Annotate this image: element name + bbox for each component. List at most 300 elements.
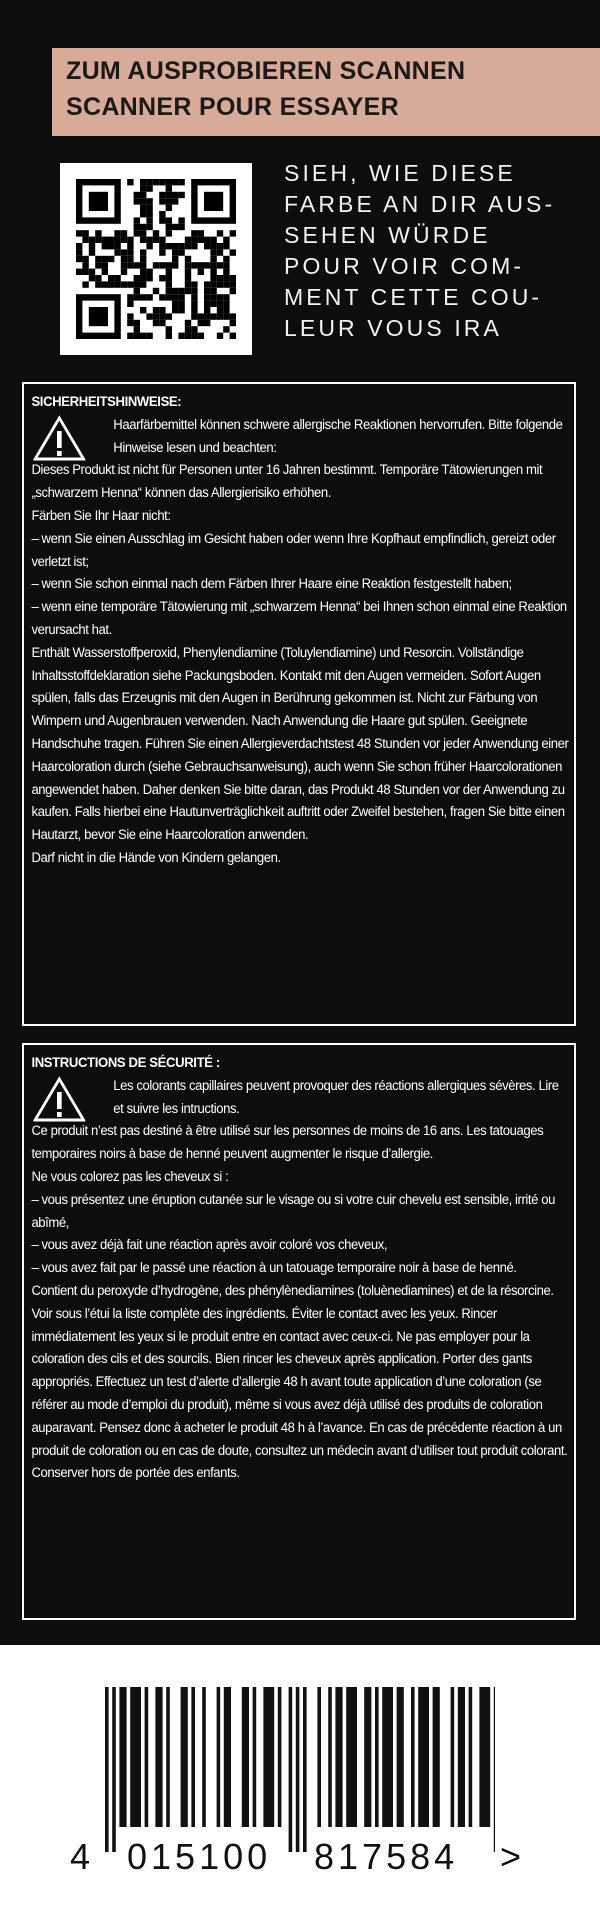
qr-module bbox=[95, 275, 101, 281]
qr-module bbox=[166, 294, 172, 300]
qr-module bbox=[95, 256, 101, 262]
qr-module bbox=[114, 281, 120, 287]
warnings-item: – vous avez déjà fait une réaction après avoir coloré vos cheveux, bbox=[31, 1236, 388, 1253]
qr-module bbox=[140, 275, 146, 281]
barcode-bar bbox=[303, 1687, 307, 1852]
qr-module bbox=[185, 243, 191, 249]
barcode-group-2: 817584 bbox=[314, 1836, 459, 1877]
qr-module bbox=[146, 243, 152, 249]
warnings-intro: Les colorants capillaires peuvent provoquer des réactions allergiques sévères. Lire et suivre les intructions. bbox=[113, 1076, 559, 1116]
qr-module bbox=[230, 288, 236, 294]
warnings-item: – vous avez fait par le passé une réaction à un tatouage temporaire noir à base de henné. bbox=[31, 1259, 517, 1276]
qr-module bbox=[134, 288, 140, 294]
qr-module bbox=[114, 237, 120, 243]
barcode-bar bbox=[224, 1687, 231, 1827]
qr-module bbox=[204, 281, 210, 287]
qr-module bbox=[166, 288, 172, 294]
qr-module bbox=[82, 269, 88, 275]
qr-module bbox=[223, 262, 229, 268]
qr-module bbox=[166, 224, 172, 230]
qr-module bbox=[217, 230, 223, 236]
qr-module bbox=[95, 281, 101, 287]
qr-module bbox=[134, 192, 140, 198]
barcode-bar bbox=[458, 1687, 465, 1827]
qr-module bbox=[172, 224, 178, 230]
qr-module bbox=[76, 249, 82, 255]
barcode-bar bbox=[418, 1687, 429, 1827]
banner-line-fr: SCANNER POUR ESSAYER bbox=[66, 93, 399, 121]
qr-module bbox=[146, 185, 152, 191]
qr-module bbox=[178, 249, 184, 255]
qr-module bbox=[159, 294, 165, 300]
qr-module bbox=[172, 249, 178, 255]
warnings-age: Dieses Produkt ist nicht für Personen unter 16 Jahren bestimmt. Temporäre Tätowierungen mit „schwarzem Henna“ können das Allergierisiko erhöhen. bbox=[31, 461, 543, 501]
qr-module bbox=[166, 313, 172, 319]
barcode-bar bbox=[296, 1687, 300, 1852]
qr-module bbox=[114, 243, 120, 249]
qr-module bbox=[89, 275, 95, 281]
qr-module bbox=[102, 243, 108, 249]
barcode-bar bbox=[335, 1687, 342, 1827]
qr-module bbox=[223, 294, 229, 300]
qr-module bbox=[217, 281, 223, 287]
barcode-bar bbox=[451, 1687, 455, 1827]
qr-module bbox=[121, 281, 127, 287]
qr-module bbox=[185, 326, 191, 332]
qr-module bbox=[153, 320, 159, 326]
qr-module bbox=[159, 198, 165, 204]
qr-module bbox=[159, 243, 165, 249]
qr-module bbox=[134, 275, 140, 281]
barcode-bar bbox=[328, 1687, 332, 1827]
qr-module bbox=[82, 256, 88, 262]
qr-module bbox=[172, 288, 178, 294]
barcode-bar bbox=[469, 1687, 473, 1827]
barcode-bar bbox=[364, 1687, 371, 1827]
qr-module bbox=[127, 333, 133, 339]
qr-module bbox=[178, 217, 184, 223]
qr-module bbox=[127, 294, 133, 300]
warnings-body: Contient du peroxyde d’hydrogène, des phénylènediamines (toluènediamines) et de la résorcine. Voir sous l’étui la liste complète des ingrédients. Éviter le contact avec les yeux. Rincer immédiatement les yeux si le produit entre en contact avec ceux-ci. Ne pas employer pour la coloration des cils et des sourcils. Bien rincer les cheveux après application. Porter des gants appropriés. Effectuez un test d’alerte d’allergie 48 h avant toute application d’une coloration (se référer au mode d’emploi du produit), même si vous avez déjà utilisé des produits de coloration auparavant. Pensez donc à acheter le produit 48 h à l’avance. En cas de précédente réaction à un produit de coloration ou en cas de doute, consultez un médecin avant d’utiliser tout produit colorant. Conserver hors de portée des enfants. bbox=[31, 1281, 568, 1481]
scan-text-line: MENT CETTE COU- bbox=[284, 284, 543, 310]
qr-module bbox=[134, 224, 140, 230]
qr-module bbox=[159, 217, 165, 223]
qr-module bbox=[223, 281, 229, 287]
qr-module bbox=[185, 275, 191, 281]
qr-module bbox=[172, 294, 178, 300]
qr-module bbox=[140, 237, 146, 243]
qr-module bbox=[230, 249, 236, 255]
qr-module bbox=[76, 243, 82, 249]
qr-module bbox=[159, 307, 165, 313]
qr-module bbox=[146, 217, 152, 223]
scan-banner bbox=[52, 48, 600, 136]
qr-module bbox=[134, 262, 140, 268]
qr-module bbox=[134, 333, 140, 339]
qr-module bbox=[217, 301, 223, 307]
qr-module bbox=[134, 326, 140, 332]
qr-module bbox=[191, 262, 197, 268]
qr-module bbox=[210, 262, 216, 268]
qr-module bbox=[185, 281, 191, 287]
qr-module bbox=[146, 198, 152, 204]
barcode-bar bbox=[411, 1687, 415, 1827]
warnings-do-not: Ne vous colorez pas les cheveux si : bbox=[31, 1167, 229, 1184]
qr-module bbox=[166, 198, 172, 204]
qr-module bbox=[127, 256, 133, 262]
qr-module bbox=[185, 320, 191, 326]
qr-module bbox=[191, 333, 197, 339]
qr-module bbox=[153, 307, 159, 313]
qr-module bbox=[223, 326, 229, 332]
safety-warnings-de bbox=[22, 382, 576, 1026]
qr-module bbox=[127, 262, 133, 268]
qr-module bbox=[127, 313, 133, 319]
qr-module bbox=[198, 313, 204, 319]
qr-module bbox=[146, 224, 152, 230]
qr-module bbox=[217, 333, 223, 339]
safety-warnings-fr bbox=[22, 1043, 576, 1620]
barcode-bar bbox=[397, 1687, 404, 1827]
qr-module bbox=[146, 313, 152, 319]
qr-module bbox=[108, 243, 114, 249]
qr-module bbox=[146, 269, 152, 275]
barcode-group-1: 015100 bbox=[127, 1836, 272, 1877]
qr-module bbox=[230, 320, 236, 326]
qr-module bbox=[140, 256, 146, 262]
qr-module bbox=[198, 262, 204, 268]
scan-text-line: POUR VOIR COM- bbox=[284, 253, 525, 279]
qr-module bbox=[127, 249, 133, 255]
qr-module bbox=[159, 237, 165, 243]
qr-module bbox=[204, 294, 210, 300]
qr-module bbox=[204, 301, 210, 307]
qr-module bbox=[172, 179, 178, 185]
qr-code-icon[interactable] bbox=[60, 163, 252, 355]
barcode-bar bbox=[289, 1687, 293, 1852]
qr-module bbox=[159, 179, 165, 185]
qr-module bbox=[127, 301, 133, 307]
qr-module bbox=[140, 198, 146, 204]
qr-module bbox=[166, 333, 172, 339]
qr-module bbox=[210, 275, 216, 281]
qr-module bbox=[89, 237, 95, 243]
qr-module bbox=[89, 192, 108, 211]
qr-module bbox=[146, 294, 152, 300]
barcode-bar bbox=[130, 1687, 141, 1827]
qr-module bbox=[210, 294, 216, 300]
qr-module bbox=[191, 237, 197, 243]
qr-module bbox=[121, 269, 127, 275]
qr-module bbox=[95, 237, 101, 243]
qr-module bbox=[102, 262, 108, 268]
qr-module bbox=[140, 205, 146, 211]
qr-module bbox=[223, 301, 229, 307]
qr-module bbox=[140, 179, 146, 185]
qr-module bbox=[230, 281, 236, 287]
qr-module bbox=[76, 230, 82, 236]
scan-text-line: LEUR VOUS IRA bbox=[284, 315, 502, 341]
qr-module bbox=[198, 230, 204, 236]
qr-module bbox=[210, 256, 216, 262]
barcode-bar bbox=[433, 1687, 440, 1827]
qr-module bbox=[223, 313, 229, 319]
barcode-bar bbox=[253, 1687, 257, 1827]
qr-module bbox=[140, 211, 146, 217]
qr-module bbox=[134, 294, 140, 300]
qr-module bbox=[223, 307, 229, 313]
barcode-bar bbox=[105, 1687, 109, 1852]
qr-module bbox=[204, 243, 210, 249]
warnings-item: – wenn eine temporäre Tätowierung mit „schwarzem Henna“ bei Ihnen schon einmal eine Reaktion verursacht hat. bbox=[31, 598, 567, 637]
qr-module bbox=[134, 217, 140, 223]
qr-module bbox=[159, 262, 165, 268]
qr-module bbox=[140, 249, 146, 255]
scan-text bbox=[284, 158, 594, 344]
qr-code-graphic bbox=[60, 163, 252, 355]
qr-module bbox=[153, 313, 159, 319]
qr-module bbox=[210, 301, 216, 307]
qr-module bbox=[140, 224, 146, 230]
qr-module bbox=[140, 333, 146, 339]
qr-module bbox=[185, 288, 191, 294]
barcode-bar bbox=[145, 1687, 149, 1827]
qr-module bbox=[82, 230, 88, 236]
qr-module bbox=[121, 230, 127, 236]
qr-module bbox=[89, 243, 95, 249]
qr-module bbox=[89, 249, 95, 255]
barcode-bar bbox=[263, 1687, 274, 1827]
warnings-intro: Haarfärbemittel können schwere allergische Reaktionen hervorrufen. Bitte folgende Hinweise lesen und beachten: bbox=[113, 415, 563, 455]
qr-module bbox=[217, 243, 223, 249]
qr-module bbox=[166, 326, 172, 332]
qr-module bbox=[204, 237, 210, 243]
qr-module bbox=[76, 269, 82, 275]
qr-module bbox=[102, 281, 108, 287]
qr-module bbox=[204, 320, 210, 326]
qr-module bbox=[127, 320, 133, 326]
qr-module bbox=[140, 294, 146, 300]
qr-module bbox=[140, 281, 146, 287]
qr-module bbox=[146, 333, 152, 339]
qr-module bbox=[191, 294, 197, 300]
qr-module bbox=[121, 256, 127, 262]
qr-module bbox=[210, 237, 216, 243]
barcode-bar bbox=[181, 1687, 188, 1827]
qr-module bbox=[178, 243, 184, 249]
qr-module bbox=[172, 192, 178, 198]
barcode-bar bbox=[375, 1687, 379, 1827]
qr-module bbox=[114, 275, 120, 281]
qr-module bbox=[204, 307, 210, 313]
barcode-bar bbox=[346, 1687, 357, 1827]
qr-module bbox=[127, 243, 133, 249]
scan-text-line: SEHEN WÜRDE bbox=[284, 222, 491, 248]
qr-module bbox=[134, 230, 140, 236]
qr-module bbox=[127, 237, 133, 243]
qr-module bbox=[185, 269, 191, 275]
qr-module bbox=[134, 281, 140, 287]
qr-module bbox=[198, 269, 204, 275]
qr-module bbox=[191, 307, 197, 313]
scan-text-line: FARBE AN DIR AUS- bbox=[284, 191, 556, 217]
qr-module bbox=[166, 275, 172, 281]
qr-module bbox=[108, 237, 114, 243]
qr-module bbox=[191, 288, 197, 294]
qr-module bbox=[230, 333, 236, 339]
qr-module bbox=[204, 288, 210, 294]
warnings-title: INSTRUCTIONS DE SÉCURITÉ : bbox=[31, 1054, 220, 1070]
qr-module bbox=[146, 237, 152, 243]
qr-module bbox=[166, 230, 172, 236]
qr-module bbox=[217, 262, 223, 268]
qr-module bbox=[172, 262, 178, 268]
qr-module bbox=[95, 262, 101, 268]
warnings-item: – wenn Sie einen Ausschlag im Gesicht haben oder wenn Ihre Kopfhaut empfindlich, gereizt oder verletzt ist; bbox=[31, 529, 556, 569]
qr-module bbox=[191, 230, 197, 236]
qr-module bbox=[166, 179, 172, 185]
qr-module bbox=[204, 262, 210, 268]
qr-module bbox=[172, 243, 178, 249]
barcode-bar bbox=[202, 1687, 206, 1827]
qr-module bbox=[185, 237, 191, 243]
qr-module bbox=[140, 185, 146, 191]
barcode-bar bbox=[479, 1687, 490, 1827]
qr-module bbox=[108, 275, 114, 281]
qr-module bbox=[217, 307, 223, 313]
qr-module bbox=[204, 313, 210, 319]
barcode-bar bbox=[119, 1687, 126, 1827]
warning-triangle-icon bbox=[33, 415, 85, 461]
qr-module bbox=[121, 237, 127, 243]
qr-module bbox=[166, 281, 172, 287]
qr-module bbox=[191, 281, 197, 287]
qr-module bbox=[140, 192, 146, 198]
barcode-bar bbox=[155, 1687, 162, 1827]
barcode-bar bbox=[317, 1687, 321, 1827]
qr-module bbox=[210, 243, 216, 249]
qr-module bbox=[146, 205, 152, 211]
qr-module bbox=[191, 326, 197, 332]
qr-module bbox=[153, 179, 159, 185]
warnings-age: Ce produit n’est pas destiné à être utilisé sur les personnes de moins de 16 ans. Les tatouages temporaires noirs à base de henné peuvent augmenter le risque d’allergie. bbox=[31, 1122, 544, 1162]
warnings-body: Enthält Wasserstoffperoxid, Phenylendiamine (Toluylendiamine) und Resorcin. Vollständige Inhaltsstoffdeklaration siehe Packungsboden. Kontakt mit den Augen vermeiden. Sofort Augen spülen, falls das Erzeugnis mit den Augen in Berührung gekommen ist. Nicht zur Färbung von Wimpern und Augenbrauen verwenden. Nach Anwendung die Haare gut spülen. Geeignete Handschuhe tragen. Führen Sie einen Allergieverdachtstest 48 Stunden vor jeder Anwendung einer Haarcoloration durch (siehe Gebrauchsanweisung), auch wenn Sie schon früher Haarcolorationen angewendet haben. Daher denken Sie bitte daran, das Produkt 48 Stunden vor der Anwendung zu kaufen. Falls hierbei eine Hautunverträglichkeit auftritt oder Zweifel bestehen, fragen Sie bitte einen Hautarzt, bevor Sie eine Haarcoloration anwenden. bbox=[31, 643, 569, 843]
qr-module bbox=[76, 256, 82, 262]
qr-module bbox=[172, 256, 178, 262]
qr-module bbox=[82, 262, 88, 268]
qr-module bbox=[198, 320, 204, 326]
warnings-item: – wenn Sie schon einmal nach dem Färben Ihrer Haare eine Reaktion festgestellt haben; bbox=[31, 575, 512, 592]
qr-module bbox=[191, 313, 197, 319]
qr-module bbox=[108, 256, 114, 262]
qr-module bbox=[178, 333, 184, 339]
qr-module bbox=[159, 192, 165, 198]
qr-module bbox=[210, 281, 216, 287]
qr-module bbox=[140, 307, 146, 313]
qr-module bbox=[82, 281, 88, 287]
qr-module bbox=[140, 262, 146, 268]
qr-module bbox=[230, 313, 236, 319]
qr-module bbox=[166, 269, 172, 275]
qr-module bbox=[198, 333, 204, 339]
qr-module bbox=[178, 192, 184, 198]
qr-module bbox=[178, 179, 184, 185]
barcode-bar bbox=[217, 1687, 221, 1827]
qr-module bbox=[166, 243, 172, 249]
warnings-do-not: Färben Sie Ihr Haar nicht: bbox=[31, 506, 171, 523]
qr-module bbox=[121, 262, 127, 268]
scan-text-line: SIEH, WIE DIESE bbox=[284, 160, 516, 186]
qr-module bbox=[134, 320, 140, 326]
qr-module bbox=[153, 237, 159, 243]
qr-module bbox=[223, 256, 229, 262]
qr-module bbox=[146, 275, 152, 281]
qr-module bbox=[185, 333, 191, 339]
qr-module bbox=[89, 307, 108, 326]
barcode-bar bbox=[494, 1687, 495, 1852]
qr-module bbox=[89, 269, 95, 275]
barcode-bar bbox=[278, 1687, 282, 1827]
qr-module bbox=[153, 288, 159, 294]
warnings-item: – vous présentez une éruption cutanée sur le visage ou si votre cuir chevelu est sensible, irrité ou abîmé, bbox=[31, 1190, 555, 1230]
barcode-bar bbox=[191, 1687, 195, 1827]
qr-module bbox=[166, 185, 172, 191]
qr-module bbox=[108, 281, 114, 287]
qr-module bbox=[178, 288, 184, 294]
qr-module bbox=[191, 243, 197, 249]
barcode-bar bbox=[242, 1687, 249, 1827]
qr-module bbox=[134, 198, 140, 204]
qr-module bbox=[191, 301, 197, 307]
qr-module bbox=[82, 237, 88, 243]
qr-module bbox=[223, 243, 229, 249]
qr-module bbox=[102, 237, 108, 243]
qr-module bbox=[178, 301, 184, 307]
qr-module bbox=[172, 307, 178, 313]
qr-module bbox=[127, 281, 133, 287]
qr-module bbox=[185, 262, 191, 268]
qr-module bbox=[153, 262, 159, 268]
warning-triangle-icon bbox=[33, 1076, 85, 1122]
qr-module bbox=[159, 249, 165, 255]
qr-module bbox=[114, 230, 120, 236]
qr-module bbox=[166, 262, 172, 268]
qr-module bbox=[217, 294, 223, 300]
qr-module bbox=[223, 237, 229, 243]
barcode-first-digit: 4 bbox=[70, 1836, 91, 1877]
qr-module bbox=[210, 249, 216, 255]
qr-module bbox=[121, 249, 127, 255]
qr-module bbox=[172, 301, 178, 307]
qr-module bbox=[178, 307, 184, 313]
qr-module bbox=[95, 230, 101, 236]
barcode-area bbox=[0, 1645, 600, 1905]
qr-module bbox=[210, 288, 216, 294]
qr-module bbox=[166, 192, 172, 198]
qr-module bbox=[223, 275, 229, 281]
qr-module bbox=[178, 224, 184, 230]
warnings-title: SICHERHEITSHINWEISE: bbox=[31, 393, 182, 409]
qr-module bbox=[217, 313, 223, 319]
qr-module bbox=[159, 313, 165, 319]
qr-module bbox=[159, 275, 165, 281]
qr-module bbox=[217, 249, 223, 255]
qr-module bbox=[102, 256, 108, 262]
qr-module bbox=[217, 275, 223, 281]
qr-module bbox=[114, 249, 120, 255]
barcode-bar bbox=[382, 1687, 393, 1827]
barcode-bar bbox=[112, 1687, 116, 1852]
